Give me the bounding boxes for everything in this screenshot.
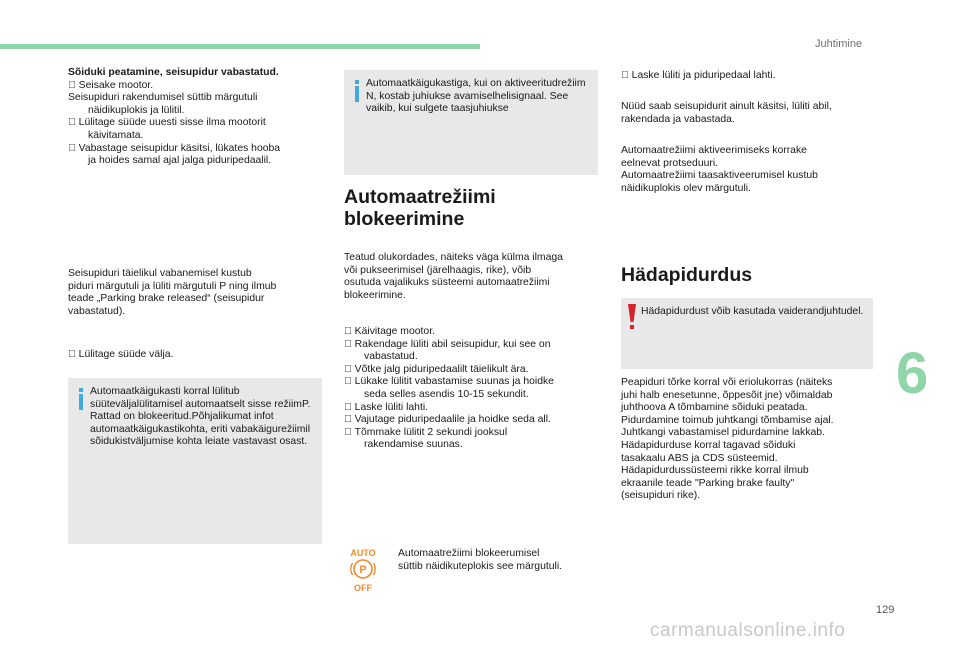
text-line: Põhjalikumat infot automaatkäigukasti xyxy=(90,411,274,435)
info-box-n-mode xyxy=(344,70,598,175)
info-icon xyxy=(76,388,88,410)
text-line: Seisupiduri rakendumisel süttib märgutuli xyxy=(68,92,258,104)
step-item: Lülitage süüde välja. xyxy=(68,349,163,360)
subheading: Sõiduki peatamine, seisupidur vabastatud. xyxy=(68,67,279,78)
col3-paragraph-reactivate xyxy=(621,145,881,195)
col2-intro-paragraph xyxy=(344,252,604,302)
text-line: näidikuplokis olev märgutuli. xyxy=(621,182,751,194)
step-item: Käivitage mootor. xyxy=(344,326,425,337)
text-line: režiim N, kostab juhiukse avamisel xyxy=(366,78,586,102)
text-line: Automaatrežiimi taasaktiveerumisel kustub xyxy=(621,170,818,182)
info-box-auto-gearbox xyxy=(68,378,322,544)
text-line: väljumise kohta leiate vastavast osast. xyxy=(130,436,308,448)
text-line: näidikuplokis ja lülitil. xyxy=(88,104,185,116)
warning-box-text xyxy=(641,306,865,319)
text-line: Seisake mootor. xyxy=(68,79,143,91)
text-line: Peapiduri tõrke korral või eriolukorras (näiteks xyxy=(621,377,833,388)
text-line: rakendada ja vabastada. xyxy=(621,113,735,125)
text-line: väljalülitamisel automaatselt sisse režiim xyxy=(115,398,302,410)
step-item: Rakendage lüliti abil seisupidur, kui see on xyxy=(344,338,540,350)
text-line: vabastatud). xyxy=(68,305,126,317)
svg-text:AUTO: AUTO xyxy=(350,548,376,558)
text-line: süttib näidikuteplokis see märgutuli. xyxy=(398,560,563,572)
text-line: Nüüd saab seisupidurit ainult käsitsi, lüliti abil, xyxy=(621,101,832,112)
text-line: Hädapidurdust võib kasutada vaid xyxy=(641,306,798,317)
text-line: juhthoova A tõmbamine sõiduki peatada. xyxy=(621,402,808,414)
col1-block-a xyxy=(68,67,328,168)
chapter-number: 6 xyxy=(896,341,929,406)
watermark-text: carmanualsonline.info xyxy=(650,620,846,641)
page-number: 129 xyxy=(876,604,895,616)
text-line: Automaatkäigukasti korral lülitub süüte xyxy=(90,386,240,410)
text-line: (seisupiduri rike). xyxy=(621,490,701,502)
text-line: Juhtkangi vabastamisel pidurdamine lakkab. xyxy=(621,427,825,439)
svg-text:OFF: OFF xyxy=(354,583,372,593)
text-line: Automaatkäigukastiga, kui on aktiveeritud xyxy=(366,78,558,89)
svg-text:P: P xyxy=(359,564,367,576)
text-line: blokeerimine. xyxy=(344,289,406,301)
step-item: vabastatud. xyxy=(364,351,418,363)
text-line: osutuda vajalikuks süsteemi automaatrežiimi xyxy=(344,277,550,289)
col1-paragraph-release xyxy=(68,268,328,318)
col1-lines xyxy=(68,80,328,168)
text-line: ja hoides samal ajal jalga piduripedaalil. xyxy=(88,155,272,167)
step-item: Laske lüliti lahti. xyxy=(344,401,418,413)
warning-box-emergency xyxy=(621,298,873,369)
text-line: juhiukse xyxy=(470,103,509,115)
text-line: teade „Parking brake released“ (seisupidur xyxy=(68,293,265,305)
step-item: Lükake lülitit vabastamise suunas ja hoidke xyxy=(344,376,544,388)
text-line: P. Rattad on blokeeritud. xyxy=(90,398,311,423)
warning-icon xyxy=(627,304,637,330)
info-box-text xyxy=(366,78,590,116)
section-heading-auto-lock: Automaatrežiimi blokeerimine xyxy=(344,186,496,230)
col3-paragraph-manual xyxy=(621,101,881,126)
text-line: Hädapidurdussüsteemi rikke korral ilmub xyxy=(621,465,809,477)
step-item: Vajutage piduripedaalile ja hoidke seda all. xyxy=(344,414,541,426)
text-line: erandjuhtudel. xyxy=(797,306,864,317)
text-line: Lülitage süüde uuesti sisse ilma mootorit xyxy=(68,117,256,129)
col3-release-step xyxy=(621,70,881,83)
step-item: rakendamise suunas. xyxy=(364,439,463,451)
icon-caption xyxy=(398,548,608,573)
text-line: eelnevat protseduuri. xyxy=(621,157,719,169)
text-line: Teatud olukordades, näiteks väga külma ilmaga xyxy=(344,252,563,263)
text-line: ekraanile teade "Parking brake faulty" xyxy=(621,477,795,489)
step-item: seda selles asendis 10-15 sekundit. xyxy=(364,388,529,400)
header-accent-bar xyxy=(0,44,480,49)
text-line: piduri märgutuli ja lüliti märgutuli P ning ilmub xyxy=(68,280,277,292)
text-line: Automaatrežiimi blokeerumisel xyxy=(398,548,540,559)
col2-steps-list xyxy=(344,326,604,452)
text-line: Automaatrežiimi aktiveerimiseks korrake xyxy=(621,145,807,156)
text-line: Hädapidurduse korral tagavad sõiduki xyxy=(621,439,796,451)
text-line: Vabastage seisupidur käsitsi, lükates hooba xyxy=(68,142,270,154)
col3-paragraph-emergency xyxy=(621,377,883,503)
col1-ignition-off xyxy=(68,349,328,362)
info-box-text xyxy=(90,386,314,449)
text-line: kohta, eriti vabakäigurežiimil sõidukist xyxy=(90,423,311,448)
section-label: Juhtimine xyxy=(815,38,863,50)
auto-p-off-warning-icon xyxy=(344,547,382,593)
section-heading-emergency-braking: Hädapidurdus xyxy=(621,264,753,286)
text-line: helisignaal. See vaikib, kui sulgete taas xyxy=(366,90,569,115)
step-item: Võtke jalg piduripedaalilt täielikult ära. xyxy=(344,363,518,375)
text-line: Seisupiduri täielikul vabanemisel kustub xyxy=(68,268,252,279)
text-line: tasakaalu ABS ja CDS süsteemid. xyxy=(621,452,778,464)
text-line: või pukseerimisel (järelhaagis, rike), võib xyxy=(344,264,532,276)
text-line: juhi halb enesetunne, õppesõit jne) võimaldab xyxy=(621,389,833,401)
info-icon xyxy=(352,80,364,102)
step-item: Tõmmake lülitit 2 sekundi jooksul xyxy=(344,426,497,438)
text-line: käivitamata. xyxy=(88,129,144,141)
text-line: Pidurdamine toimub juhtkangi tõmbamise ajal. xyxy=(621,414,834,426)
step-item: Laske lüliti ja piduripedaal lahti. xyxy=(621,70,765,81)
